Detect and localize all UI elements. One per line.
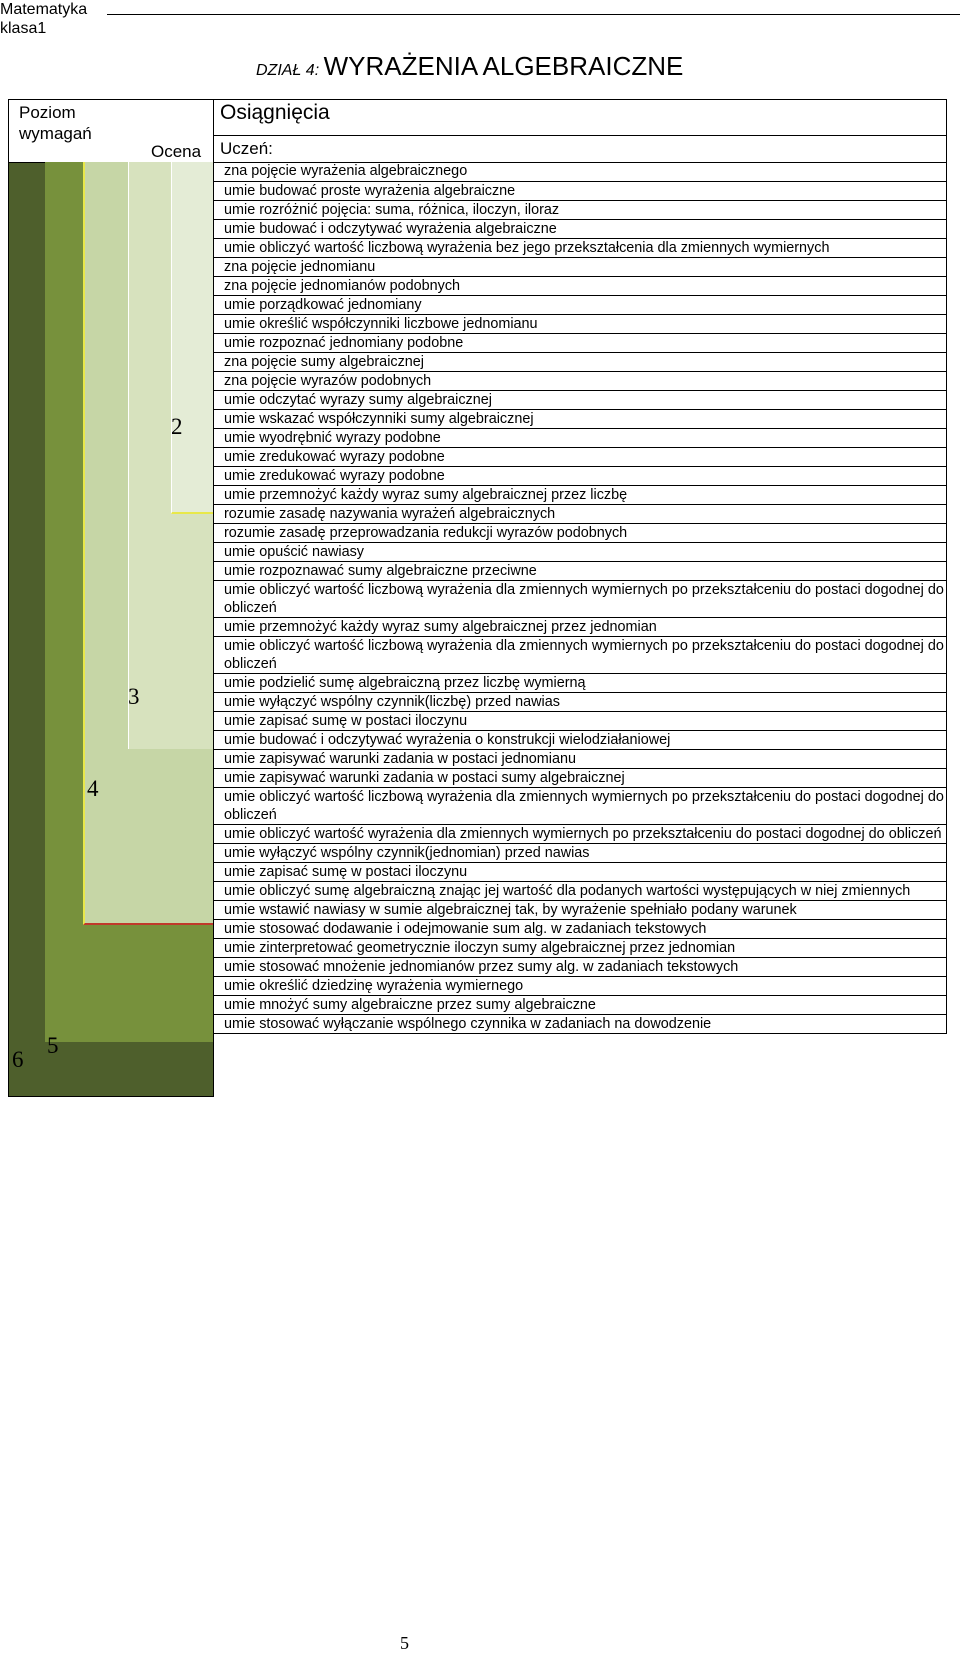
class-label: klasa1 [0,20,47,37]
level-6-label: 6 [12,1047,24,1072]
page-number: 5 [400,1633,409,1653]
achievement-row: umie określić dziedzinę wyrażenia wymiernego [214,976,946,995]
achievement-row: umie stosować wyłączanie wspólnego czynnika w zadaniach na dowodzenie [214,1014,946,1033]
achievement-row: umie obliczyć wartość wyrażenia dla zmiennych wymiernych po przekształceniu do postaci dogodnej do obliczeń [214,824,946,843]
level-2-band [171,162,214,514]
achievement-row: rozumie zasadę przeprowadzania redukcji wyrazów podobnych [214,523,946,542]
achievement-row: umie rozróżnić pojęcia: suma, różnica, iloczyn, iloraz [214,200,946,219]
achievement-row: umie wskazać współczynniki sumy algebraicznej [214,409,946,428]
achievement-row: umie rozpoznawać sumy algebraiczne przeciwne [214,561,946,580]
achievement-row: umie obliczyć wartość liczbową wyrażenia dla zmiennych wymiernych po przekształceniu do postaci dogodnej do obliczeń [214,636,946,673]
achievement-row: zna pojęcie sumy algebraicznej [214,352,946,371]
achievement-row: umie zapisać sumę w postaci iloczynu [214,711,946,730]
achievement-row: umie przemnożyć każdy wyraz sumy algebraicznej przez jednomian [214,617,946,636]
achievement-row: umie wyłączyć wspólny czynnik(liczbę) przed nawias [214,692,946,711]
achievement-row: umie zapisywać warunki zadania w postaci sumy algebraicznej [214,768,946,787]
achievement-row: umie przemnożyć każdy wyraz sumy algebraicznej przez liczbę [214,485,946,504]
achievement-row: rozumie zasadę nazywania wyrażeń algebraicznych [214,504,946,523]
achievement-row: umie obliczyć wartość liczbową wyrażenia bez jego przekształcenia dla zmiennych wymiernych [214,238,946,257]
achievements-header: Osiągnięcia [213,99,947,136]
achievement-row: umie porządkować jednomiany [214,295,946,314]
achievement-row: umie odczytać wyrazy sumy algebraicznej [214,390,946,409]
header-rule [107,14,960,15]
achievement-row: umie podzielić sumę algebraiczną przez liczbę wymierną [214,673,946,692]
achievement-row: umie określić współczynniki liczbowe jednomianu [214,314,946,333]
achievement-row: umie zapisywać warunki zadania w postaci jednomianu [214,749,946,768]
achievement-row: umie obliczyć wartość liczbową wyrażenia dla zmiennych wymiernych po przekształceniu do postaci dogodnej do obliczeń [214,580,946,617]
achievement-row: umie stosować mnożenie jednomianów przez sumy alg. w zadaniach tekstowych [214,957,946,976]
achievement-row: zna pojęcie jednomianów podobnych [214,276,946,295]
achievement-row: zna pojęcie wyrazów podobnych [214,371,946,390]
achievement-row: zna pojęcie wyrażenia algebraicznego [224,163,468,179]
achievement-row: umie wstawić nawiasy w sumie algebraicznej tak, by wyrażenie spełniało podany warunek [214,900,946,919]
student-subheader: Uczeń: [213,135,947,163]
level-4-label: 4 [87,776,99,801]
achievement-row: umie budować proste wyrażenia algebraiczne [214,181,946,200]
achievement-row: umie mnożyć sumy algebraiczne przez sumy algebraiczne [214,995,946,1014]
achievement-row: umie wyodrębnić wyrazy podobne [214,428,946,447]
page-title [256,51,683,82]
grade-column-label: Ocena [151,142,202,161]
level-5-label: 5 [47,1033,59,1058]
achievement-row: zna pojęcie jednomianu [214,257,946,276]
level-column-label: Poziom wymagań [19,103,92,143]
achievement-row: umie zapisać sumę w postaci iloczynu [214,862,946,881]
achievement-row: umie wyłączyć wspólny czynnik(jednomian) przed nawias [214,843,946,862]
achievement-row: umie zinterpretować geometrycznie iloczyn sumy algebraicznej przez jednomian [214,938,946,957]
achievement-row: umie budować i odczytywać wyrażenia algebraiczne [214,219,946,238]
achievement-row: umie opuścić nawiasy [214,542,946,561]
title-prefix: DZIAŁ 4: [256,62,320,79]
achievement-row: umie zredukować wyrazy podobne [214,466,946,485]
level-3-label: 3 [128,684,140,709]
achievement-row: umie budować i odczytywać wyrażenia o konstrukcji wielodziałaniowej [214,730,946,749]
document-header [0,0,87,38]
title-main: WYRAŻENIA ALGEBRAICZNE [323,51,684,81]
achievement-row: umie obliczyć wartość liczbową wyrażenia dla zmiennych wymiernych po przekształceniu do postaci dogodnej do obliczeń [214,787,946,824]
achievement-row: umie obliczyć sumę algebraiczną znając jej wartość dla podanych wartości występujących w niej zmiennych [214,881,946,900]
achievement-row: umie rozpoznać jednomiany podobne [214,333,946,352]
subject-label: Matematyka [0,1,88,18]
achievements-list [213,162,947,1034]
achievement-row: umie zredukować wyrazy podobne [214,447,946,466]
level-2-label: 2 [171,414,183,439]
achievement-row: umie stosować dodawanie i odejmowanie sum alg. w zadaniach tekstowych [214,919,946,938]
